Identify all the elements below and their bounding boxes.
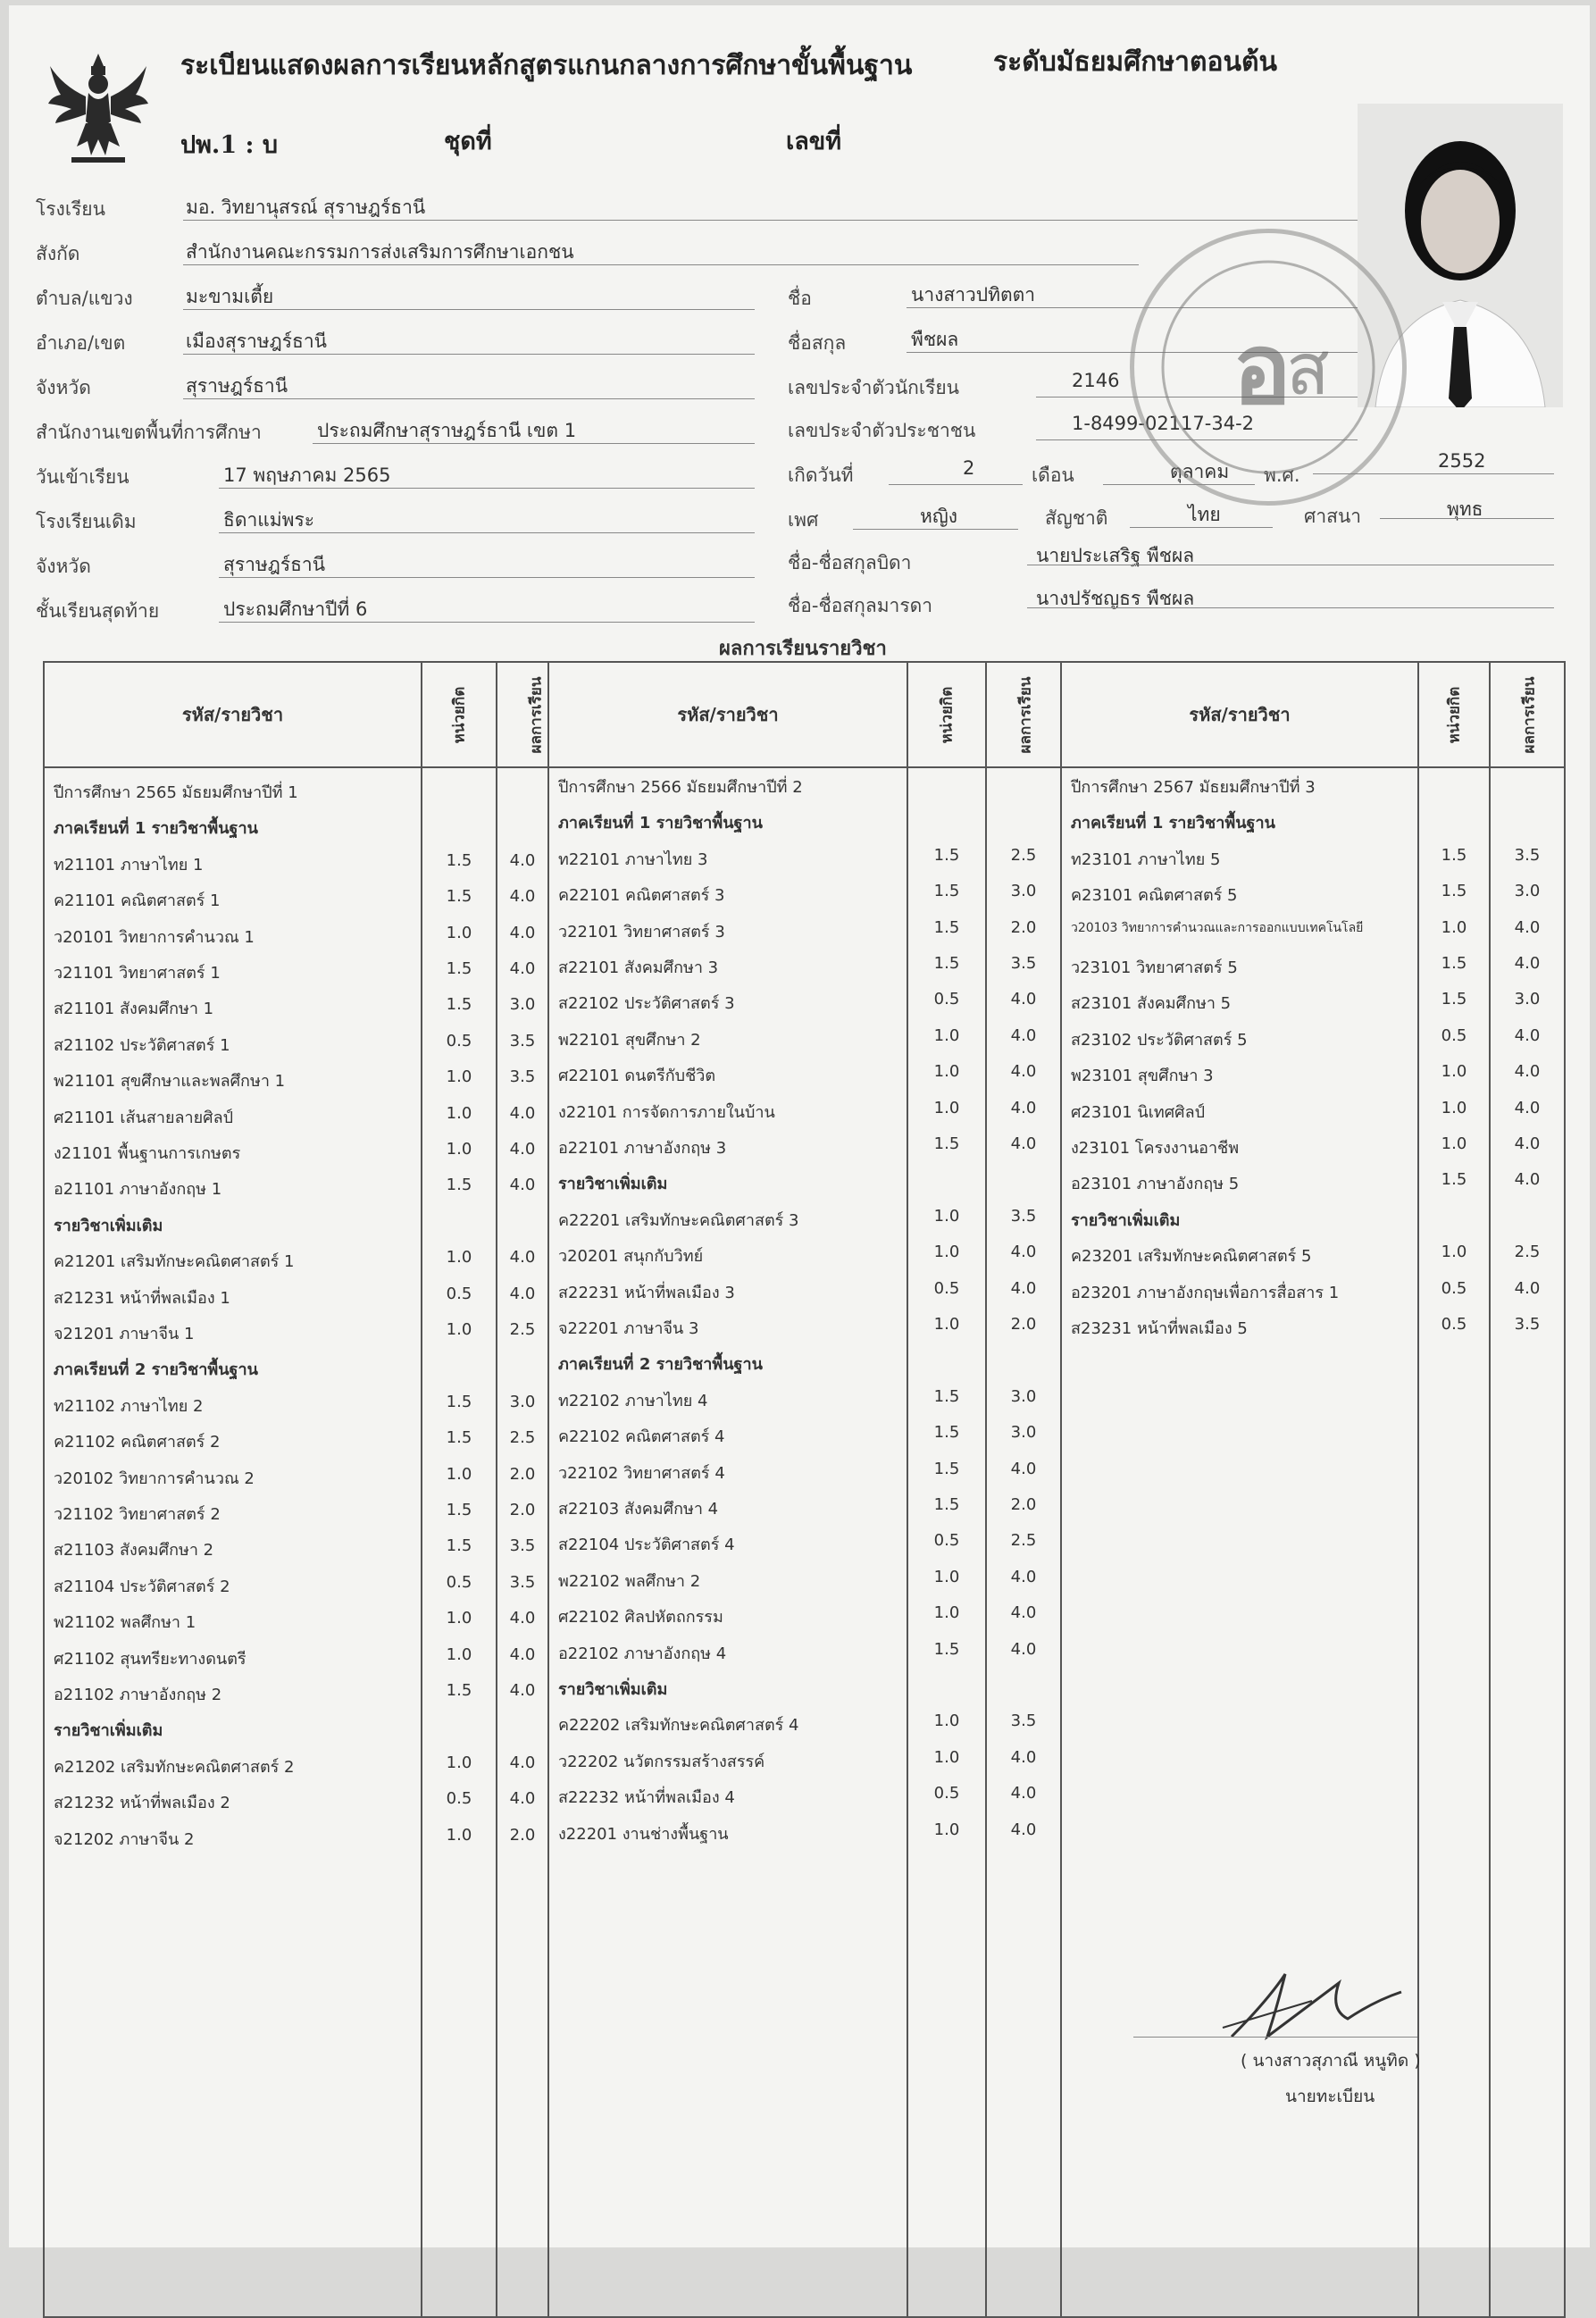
subject-credit: 1.0 — [1441, 1243, 1467, 1262]
subject-name: รายวิชาเพิ่มเติม — [1071, 1210, 1181, 1230]
subject-credit: 1.0 — [933, 1747, 960, 1767]
svg-text:อ: อ — [1233, 311, 1292, 426]
subject-credit: 1.5 — [446, 959, 472, 978]
subject-grade: 4.0 — [1010, 1062, 1037, 1082]
birth-day-value: 2 — [963, 457, 975, 479]
subject-name: ค21202 เสริมทักษะคณิตศาสตร์ 2 — [54, 1757, 295, 1777]
subject-name: ส23231 หน้าที่พลเมือง 5 — [1071, 1319, 1248, 1338]
surname-value: พืชผล — [911, 329, 959, 350]
subject-credit: 1.0 — [1441, 1134, 1467, 1153]
affiliation-label: สังกัด — [36, 243, 80, 264]
subject-grade: 2.5 — [509, 1320, 536, 1339]
subject-grade: 2.0 — [509, 1464, 536, 1484]
birth-month-label: เดือน — [1032, 464, 1074, 486]
birth-year-value: 2552 — [1438, 450, 1486, 472]
student-id-value: 2146 — [1072, 370, 1120, 391]
subject-credit: 1.5 — [1441, 845, 1467, 865]
subject-grade: 4.0 — [509, 850, 536, 870]
subject-header-3: รหัส/รายวิชา — [1061, 662, 1418, 767]
subject-grade: 4.0 — [1514, 954, 1541, 973]
subject-grade: 4.0 — [1514, 1025, 1541, 1045]
subject-grade: 4.0 — [509, 1284, 536, 1303]
subject-credit: 0.5 — [446, 1284, 472, 1303]
subject-name: อ22101 ภาษาอังกฤษ 3 — [558, 1139, 727, 1158]
prev-school-value: ธิดาแม่พระ — [223, 509, 315, 531]
sex-label: เพศ — [788, 509, 819, 531]
subject-grade: 4.0 — [1514, 1134, 1541, 1153]
subject-credit: 1.5 — [446, 887, 472, 907]
subject-credit: 1.0 — [1441, 1098, 1467, 1117]
subject-credit: 1.5 — [446, 995, 472, 1015]
registrar-title: นายทะเบียน — [1285, 2087, 1375, 2106]
subject-credit: 1.0 — [933, 1603, 960, 1623]
subject-name: ว21101 วิทยาศาสตร์ 1 — [54, 964, 221, 983]
credit-header-3: หน่วยกิต — [1418, 662, 1490, 767]
subject-credit: 1.5 — [446, 850, 472, 870]
subject-name: ง21101 พื้นฐานการเกษตร — [54, 1144, 241, 1163]
subject-grade: 4.0 — [1010, 1278, 1037, 1298]
subject-grade: 3.5 — [1010, 1206, 1037, 1226]
subject-credit: 1.0 — [446, 1067, 472, 1087]
subject-grade: 4.0 — [1010, 1747, 1037, 1767]
subject-name: ปีการศึกษา 2567 มัธยมศึกษาปีที่ 3 — [1071, 778, 1316, 797]
subject-grade: 4.0 — [509, 1176, 536, 1195]
subject-grade: 3.5 — [509, 1067, 536, 1087]
subject-grade: 4.0 — [1514, 1170, 1541, 1190]
province-label: จังหวัด — [36, 377, 91, 398]
school-seal-stamp — [1130, 229, 1407, 506]
subject-grade: 3.5 — [509, 1572, 536, 1592]
district-value: เมืองสุราษฎร์ธานี — [186, 331, 327, 352]
subject-name: จ22201 ภาษาจีน 3 — [558, 1319, 699, 1338]
subject-grade: 4.0 — [509, 887, 536, 907]
subject-name: ส21101 สังคมศึกษา 1 — [54, 1000, 214, 1019]
father-label: ชื่อ-ชื่อสกุลบิดา — [788, 552, 912, 573]
credit-header-1: หน่วยกิต — [422, 662, 497, 767]
subject-grade: 2.5 — [509, 1428, 536, 1448]
subject-name: ว23101 วิทยาศาสตร์ 5 — [1071, 958, 1238, 977]
subject-name: ว20201 สนุกกับวิทย์ — [558, 1247, 704, 1267]
subject-name: ส22232 หน้าที่พลเมือง 4 — [558, 1788, 735, 1808]
subject-name: ส22101 สังคมศึกษา 3 — [558, 958, 719, 977]
subject-credit: 1.5 — [933, 1459, 960, 1478]
subject-name: ปีการศึกษา 2566 มัธยมศึกษาปีที่ 2 — [558, 778, 803, 797]
grades-table — [43, 661, 1566, 2318]
subject-credit: 0.5 — [446, 1789, 472, 1809]
birth-year-label: พ.ศ. — [1264, 464, 1300, 486]
education-level: ระดับมัธยมศึกษาตอนต้น — [993, 46, 1278, 78]
edu-area-value: ประถมศึกษาสุราษฎร์ธานี เขต 1 — [317, 420, 577, 441]
subject-credit: 1.5 — [1441, 990, 1467, 1009]
district-label: อำเภอ/เขต — [36, 332, 126, 354]
subject-name: ท23101 ภาษาไทย 5 — [1071, 849, 1221, 869]
subject-credit: 1.0 — [446, 1609, 472, 1628]
subject-name: ส21231 หน้าที่พลเมือง 1 — [54, 1288, 230, 1308]
subject-credit: 1.0 — [446, 1825, 472, 1845]
subject-name: ว20101 วิทยาการคำนวณ 1 — [54, 927, 255, 947]
subject-name: ว20103 วิทยาการคำนวณและการออกแบบเทคโนโลยี — [1071, 920, 1364, 935]
subject-name: ส23102 ประวัติศาสตร์ 5 — [1071, 1030, 1248, 1050]
grade-header-1: ผลการเรียน — [497, 662, 548, 767]
set-label: ชุดที่ — [444, 128, 492, 155]
credit-header-2: หน่วยกิต — [907, 662, 986, 767]
subject-name: ง23101 โครงงานอาชีพ — [1071, 1139, 1240, 1158]
last-grade-label: ชั้นเรียนสุดท้าย — [36, 600, 160, 622]
subject-credit: 0.5 — [1441, 1025, 1467, 1045]
subject-name: อ21101 ภาษาอังกฤษ 1 — [54, 1180, 222, 1200]
subject-grade: 4.0 — [509, 959, 536, 978]
subject-name: ค21201 เสริมทักษะคณิตศาสตร์ 1 — [54, 1252, 295, 1272]
nationality-label: สัญชาติ — [1045, 507, 1108, 529]
subject-name: ค22201 เสริมทักษะคณิตศาสตร์ 3 — [558, 1210, 799, 1230]
subject-grade: 2.5 — [1010, 845, 1037, 865]
prev-province-value: สุราษฎร์ธานี — [223, 554, 326, 575]
subject-name: ง22101 การจัดการภายในบ้าน — [558, 1102, 775, 1122]
subject-credit: 1.5 — [446, 1681, 472, 1700]
subject-name: อ21102 ภาษาอังกฤษ 2 — [54, 1686, 222, 1704]
document-title: ระเบียนแสดงผลการเรียนหลักสูตรแกนกลางการศึกษาขั้นพื้นฐาน — [180, 50, 913, 81]
national-id-value: 1-8499-02117-34-2 — [1072, 413, 1255, 434]
subject-grade: 4.0 — [509, 1609, 536, 1628]
subject-credit: 1.0 — [446, 1644, 472, 1664]
subject-grade: 4.0 — [509, 1753, 536, 1772]
subject-name: พ22102 พลศึกษา 2 — [558, 1571, 701, 1591]
transcript-page — [9, 5, 1590, 2247]
grade-header-3: ผลการเรียน — [1490, 662, 1565, 767]
enroll-date-value: 17 พฤษภาคม 2565 — [223, 464, 391, 486]
subject-grade: 4.0 — [1010, 1459, 1037, 1478]
subject-credit: 1.5 — [1441, 1170, 1467, 1190]
subject-grade: 3.0 — [1010, 1386, 1037, 1406]
subject-name: ท21102 ภาษาไทย 2 — [54, 1396, 204, 1416]
subject-name: ส21102 ประวัติศาสตร์ 1 — [54, 1035, 230, 1055]
subject-grade: 3.5 — [509, 1031, 536, 1050]
subject-credit: 1.5 — [446, 1501, 472, 1519]
number-label: เลขที่ — [786, 128, 842, 155]
subject-grade: 4.0 — [509, 1644, 536, 1664]
subject-grade: 4.0 — [1010, 1820, 1037, 1839]
subject-grade: 4.0 — [1010, 1567, 1037, 1586]
birth-day-label: เกิดวันที่ — [788, 464, 854, 486]
subject-name: รายวิชาเพิ่มเติม — [54, 1216, 163, 1235]
name-label: ชื่อ — [788, 288, 812, 309]
subject-name: จ21201 ภาษาจีน 1 — [54, 1325, 195, 1343]
affiliation-value: สำนักงานคณะกรรมการส่งเสริมการศึกษาเอกชน — [186, 241, 574, 263]
subject-credit: 1.0 — [1441, 917, 1467, 937]
national-id-label: เลขประจำตัวประชาชน — [788, 420, 976, 441]
subject-grade: 3.0 — [509, 1392, 536, 1411]
subject-name: ท22102 ภาษาไทย 4 — [558, 1391, 708, 1410]
subject-credit: 1.5 — [933, 1386, 960, 1406]
subject-credit: 1.5 — [1441, 954, 1467, 973]
subject-grade: 3.0 — [1514, 882, 1541, 901]
subject-credit: 1.0 — [446, 1753, 472, 1772]
religion-label: ศาสนา — [1304, 506, 1362, 527]
subject-name: พ23101 สุขศึกษา 3 — [1071, 1067, 1214, 1086]
subject-credit: 0.5 — [1441, 1315, 1467, 1334]
subject-grade: 4.0 — [1010, 1025, 1037, 1045]
subject-credit: 1.0 — [933, 1315, 960, 1334]
subject-grade: 4.0 — [1010, 1243, 1037, 1262]
subject-name: อ23201 ภาษาอังกฤษเพื่อการสื่อสาร 1 — [1071, 1283, 1340, 1302]
subject-credit: 0.5 — [446, 1572, 472, 1592]
school-value: มอ. วิทยานุสรณ์ สุราษฎร์ธานี — [186, 197, 426, 218]
subject-credit: 1.0 — [446, 1103, 472, 1123]
subdistrict-value: มะขามเตี้ย — [186, 286, 274, 307]
subject-grade: 2.5 — [1010, 1531, 1037, 1551]
surname-label: ชื่อสกุล — [788, 332, 847, 354]
subject-header-1: รหัส/รายวิชา — [44, 662, 422, 767]
subject-name: ปีการศึกษา 2565 มัธยมศึกษาปีที่ 1 — [54, 783, 298, 802]
subject-name: ภาคเรียนที่ 1 รายวิชาพื้นฐาน — [558, 814, 763, 833]
subject-name: อ22102 ภาษาอังกฤษ 4 — [558, 1644, 727, 1663]
subject-grade: 4.0 — [1010, 1134, 1037, 1153]
subject-grade: 2.5 — [1514, 1243, 1541, 1262]
subject-credit: 1.5 — [1441, 882, 1467, 901]
subject-header-2: รหัส/รายวิชา — [548, 662, 907, 767]
subject-credit: 1.0 — [933, 1206, 960, 1226]
subject-name: รายวิชาเพิ่มเติม — [558, 1175, 668, 1194]
subject-name: ค22202 เสริมทักษะคณิตศาสตร์ 4 — [558, 1716, 799, 1736]
subject-name: ศ21102 สุนทรียะทางดนตรี — [54, 1649, 247, 1669]
subject-name: ศ22101 ดนตรีกับชีวิต — [558, 1067, 716, 1086]
subject-credit: 1.0 — [933, 1820, 960, 1839]
registrar-signature — [1214, 1947, 1410, 2054]
subject-grade: 4.0 — [1514, 1062, 1541, 1082]
subject-name: ว22102 วิทยาศาสตร์ 4 — [558, 1463, 725, 1483]
garuda-emblem-icon — [45, 50, 152, 166]
subject-name: ศ23101 นิเทศศิลป์ — [1071, 1102, 1206, 1122]
subject-grade: 4.0 — [1010, 1603, 1037, 1623]
subject-name: ภาคเรียนที่ 2 รายวิชาพื้นฐาน — [54, 1360, 258, 1380]
subject-grade: 4.0 — [509, 1140, 536, 1159]
subject-name: ส22104 ประวัติศาสตร์ 4 — [558, 1536, 735, 1555]
subject-name: ง22201 งานช่างพื้นฐาน — [558, 1824, 729, 1844]
subject-grade: 4.0 — [509, 923, 536, 942]
subject-credit: 1.5 — [933, 954, 960, 973]
results-heading: ผลการเรียนรายวิชา — [719, 638, 887, 660]
subject-grade: 4.0 — [509, 1248, 536, 1268]
subject-grade: 3.5 — [1514, 845, 1541, 865]
subject-name: ส21103 สังคมศึกษา 2 — [54, 1541, 214, 1561]
form-code: ปพ.1 : บ — [180, 131, 279, 159]
subject-grade: 4.0 — [509, 1681, 536, 1700]
subject-credit: 1.5 — [933, 845, 960, 865]
prev-school-label: โรงเรียนเดิม — [36, 511, 137, 532]
subject-credit: 1.5 — [933, 1639, 960, 1659]
enroll-date-label: วันเข้าเรียน — [36, 466, 130, 488]
subject-credit: 1.5 — [933, 882, 960, 901]
subject-name: ส22231 หน้าที่พลเมือง 3 — [558, 1283, 735, 1302]
subject-credit: 1.0 — [933, 1567, 960, 1586]
subject-credit: 1.0 — [933, 1062, 960, 1082]
subject-name: รายวิชาเพิ่มเติม — [558, 1680, 668, 1699]
subject-credit: 1.0 — [1441, 1062, 1467, 1082]
subject-grade: 2.0 — [1010, 1315, 1037, 1334]
subject-credit: 1.0 — [933, 1098, 960, 1117]
student-id-label: เลขประจำตัวนักเรียน — [788, 377, 960, 398]
subject-credit: 0.5 — [933, 1531, 960, 1551]
subject-name: ท21101 ภาษาไทย 1 — [54, 855, 204, 874]
subject-name: ค23201 เสริมทักษะคณิตศาสตร์ 5 — [1071, 1247, 1312, 1267]
father-value: นายประเสริฐ พืชผล — [1036, 545, 1195, 566]
subject-grade: 3.5 — [1010, 954, 1037, 973]
subject-credit: 1.5 — [933, 1134, 960, 1153]
subject-grade: 4.0 — [1514, 1278, 1541, 1298]
subject-credit: 1.0 — [933, 1711, 960, 1731]
subject-grade: 3.0 — [1514, 990, 1541, 1009]
subject-grade: 4.0 — [1010, 1098, 1037, 1117]
subject-name: ภาคเรียนที่ 1 รายวิชาพื้นฐาน — [1071, 814, 1275, 833]
name-value: นางสาวปทิตตา — [911, 284, 1036, 305]
subject-grade: 4.0 — [1514, 1098, 1541, 1117]
subject-grade: 2.0 — [1010, 1495, 1037, 1514]
subject-credit: 1.0 — [933, 1025, 960, 1045]
subject-credit: 1.0 — [446, 923, 472, 942]
subject-credit: 1.5 — [446, 1428, 472, 1448]
subject-name: ว22202 นวัตกรรมสร้างสรรค์ — [558, 1752, 765, 1771]
subject-credit: 0.5 — [1441, 1278, 1467, 1298]
subject-credit: 0.5 — [933, 990, 960, 1009]
subject-grade: 4.0 — [1010, 1639, 1037, 1659]
subject-credit: 1.0 — [446, 1320, 472, 1339]
subject-name: ภาคเรียนที่ 2 รายวิชาพื้นฐาน — [558, 1355, 763, 1375]
subject-grade: 4.0 — [1514, 917, 1541, 937]
subject-grade: 4.0 — [1010, 1784, 1037, 1803]
subject-name: พ22101 สุขศึกษา 2 — [558, 1030, 701, 1050]
subject-name: รายวิชาเพิ่มเติม — [54, 1721, 163, 1741]
birth-month-value: ตุลาคม — [1170, 461, 1230, 482]
subject-name: ว21102 วิทยาศาสตร์ 2 — [54, 1505, 221, 1524]
school-label: โรงเรียน — [36, 198, 105, 220]
subject-grade: 2.0 — [509, 1501, 536, 1519]
subject-name: พ21102 พลศึกษา 1 — [54, 1613, 196, 1633]
subject-name: ศ22102 ศิลปหัตถกรรม — [558, 1608, 723, 1628]
subject-grade: 4.0 — [509, 1789, 536, 1809]
subject-name: ส22103 สังคมศึกษา 4 — [558, 1500, 719, 1519]
registrar-name: ( นางสาวสุภาณี หนูทิด ) — [1241, 2051, 1421, 2071]
subject-grade: 2.0 — [509, 1825, 536, 1845]
subject-name: ส22102 ประวัติศาสตร์ 3 — [558, 994, 735, 1014]
religion-value: พุทธ — [1447, 498, 1483, 520]
subject-name: ค21102 คณิตศาสตร์ 2 — [54, 1433, 221, 1452]
subject-credit: 0.5 — [933, 1784, 960, 1803]
mother-value: นางปรัชญธร พืชผล — [1036, 588, 1195, 609]
subject-credit: 1.5 — [933, 917, 960, 937]
subject-credit: 0.5 — [446, 1031, 472, 1050]
nationality-value: ไทย — [1188, 504, 1221, 525]
subject-credit: 1.5 — [933, 1495, 960, 1514]
subject-credit: 1.5 — [446, 1392, 472, 1411]
subject-name: ส21104 ประวัติศาสตร์ 2 — [54, 1577, 230, 1596]
subject-grade: 3.5 — [509, 1536, 536, 1556]
subject-grade: 4.0 — [509, 1103, 536, 1123]
subject-credit: 1.0 — [446, 1140, 472, 1159]
subject-name: ท22101 ภาษาไทย 3 — [558, 849, 708, 869]
subject-credit: 1.5 — [446, 1536, 472, 1556]
subject-name: ค22102 คณิตศาสตร์ 4 — [558, 1427, 725, 1447]
subject-name: ว22101 วิทยาศาสตร์ 3 — [558, 922, 725, 941]
subject-name: ส23101 สังคมศึกษา 5 — [1071, 994, 1232, 1014]
subject-grade: 2.0 — [1010, 917, 1037, 937]
subdistrict-label: ตำบล/แขวง — [36, 288, 133, 309]
subject-credit: 1.0 — [933, 1243, 960, 1262]
province-value: สุราษฎร์ธานี — [186, 375, 288, 397]
prev-province-label: จังหวัด — [36, 556, 91, 577]
subject-grade: 3.0 — [1010, 1423, 1037, 1443]
last-grade-value: ประถมศึกษาปีที่ 6 — [223, 598, 368, 620]
subject-credit: 1.0 — [446, 1464, 472, 1484]
subject-name: ค22101 คณิตศาสตร์ 3 — [558, 886, 725, 906]
subject-name: ส21232 หน้าที่พลเมือง 2 — [54, 1794, 230, 1813]
subject-credit: 1.5 — [933, 1423, 960, 1443]
svg-text:ส: ส — [1286, 328, 1330, 411]
subject-grade: 3.5 — [1010, 1711, 1037, 1731]
subject-name: ค23101 คณิตศาสตร์ 5 — [1071, 886, 1238, 906]
subject-grade: 3.0 — [509, 995, 536, 1015]
edu-area-label: สำนักงานเขตพื้นที่การศึกษา — [36, 422, 262, 443]
subject-credit: 1.5 — [446, 1176, 472, 1195]
subject-grade: 3.5 — [1514, 1315, 1541, 1334]
subject-name: ศ21101 เส้นสายลายศิลป์ — [54, 1108, 234, 1127]
subject-name: จ21202 ภาษาจีน 2 — [54, 1829, 195, 1849]
subject-name: พ21101 สุขศึกษาและพลศึกษา 1 — [54, 1072, 286, 1092]
sex-value: หญิง — [920, 506, 957, 527]
subject-name: ค21101 คณิตศาสตร์ 1 — [54, 891, 221, 911]
subject-name: อ23101 ภาษาอังกฤษ 5 — [1071, 1175, 1240, 1194]
subject-grade: 4.0 — [1010, 990, 1037, 1009]
subject-credit: 1.0 — [446, 1248, 472, 1268]
grade-header-2: ผลการเรียน — [986, 662, 1061, 767]
subject-credit: 0.5 — [933, 1278, 960, 1298]
mother-label: ชื่อ-ชื่อสกุลมารดา — [788, 595, 933, 616]
subject-grade: 3.0 — [1010, 882, 1037, 901]
subject-name: ว20102 วิทยาการคำนวณ 2 — [54, 1469, 255, 1488]
subject-name: ภาคเรียนที่ 1 รายวิชาพื้นฐาน — [54, 819, 258, 839]
